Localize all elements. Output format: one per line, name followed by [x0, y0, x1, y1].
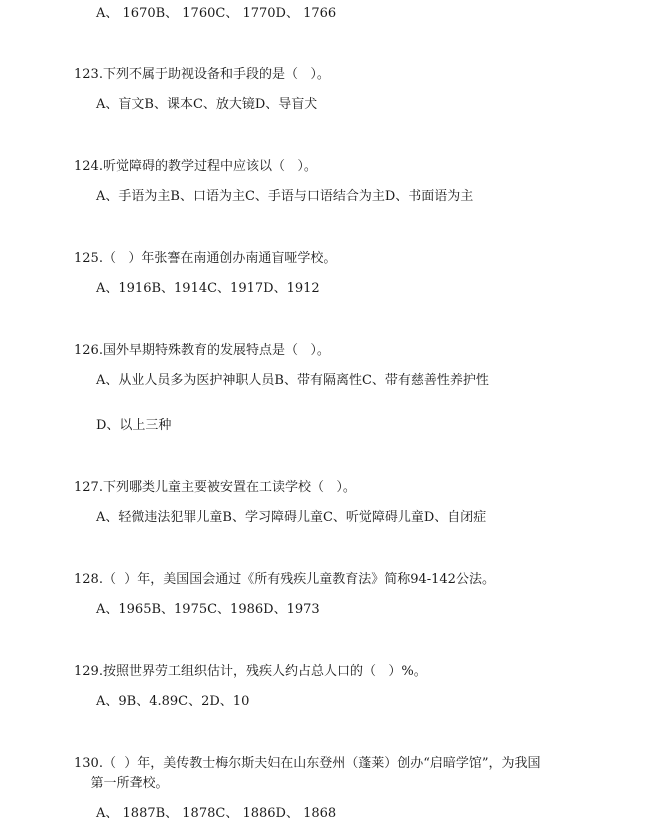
- answer-options-127: A、轻微违法犯罪儿童B、学习障碍儿童C、听觉障碍儿童D、自闭症: [96, 510, 487, 525]
- answer-options-123: A、盲文B、课本C、放大镜D、导盲犬: [96, 97, 318, 112]
- question-130: 130.（ ）年，美传教士梅尔斯夫妇在山东登州（蓬莱）创办“启暗学馆”，为我国: [74, 756, 541, 771]
- question-123: 123.下列不属于助视设备和手段的是（ ）。: [74, 67, 330, 82]
- answer-option-126-d: D、以上三种: [96, 418, 172, 433]
- answer-options-126: A、从业人员多为医护神职人员B、带有隔离性C、带有慈善性养护性: [96, 373, 489, 388]
- question-128: 128.（ ）年，美国国会通过《所有残疾儿童教育法》简称94-142公法。: [74, 572, 495, 587]
- answer-options-128: A、1965B、1975C、1986D、1973: [96, 602, 320, 617]
- answer-options-130: A、 1887B、 1878C、 1886D、 1868: [96, 806, 337, 821]
- question-124: 124.听觉障碍的教学过程中应该以（ ）。: [74, 159, 317, 174]
- question-130-continued: 第一所聋校。: [74, 776, 169, 791]
- question-127: 127.下列哪类儿童主要被安置在工读学校（ ）。: [74, 480, 356, 495]
- answer-options-122: A、 1670B、 1760C、 1770D、 1766: [96, 6, 337, 21]
- answer-options-125: A、1916B、1914C、1917D、1912: [96, 281, 320, 296]
- answer-options-129: A、9B、4.89C、2D、10: [96, 694, 250, 709]
- answer-options-124: A、手语为主B、口语为主C、手语与口语结合为主D、书面语为主: [96, 189, 474, 204]
- question-129: 129.按照世界劳工组织估计，残疾人约占总人口的（ ）%。: [74, 664, 427, 679]
- question-125: 125.（ ）年张謇在南通创办南通盲哑学校。: [74, 251, 337, 266]
- question-126: 126.国外早期特殊教育的发展特点是（ ）。: [74, 343, 330, 358]
